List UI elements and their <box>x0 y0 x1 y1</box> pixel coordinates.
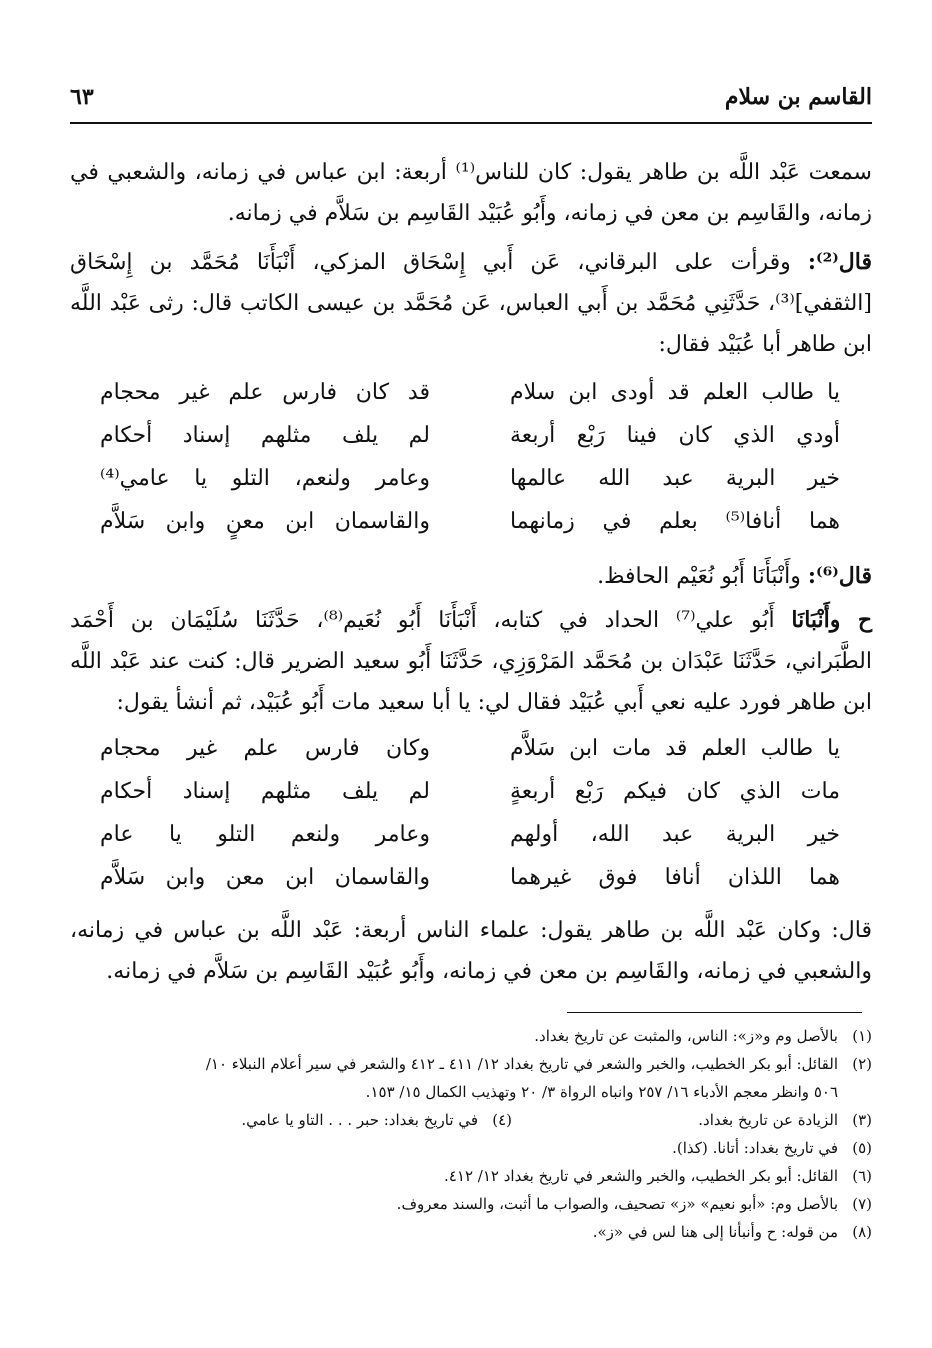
header-rule <box>70 122 872 124</box>
verse-first-half: هما اللذان أنافا فوق غيرهما <box>510 865 840 890</box>
poem-verse <box>100 822 840 865</box>
text-line: ابن طاهر فورد عليه نعي أَبي عُبَيْد فقال لي: يا أبا سعيد مات أَبُو عُبَيْد، ثم أنشأ يقول: <box>116 690 872 715</box>
poem-verse <box>100 423 840 466</box>
text-line <box>70 600 872 641</box>
footnote-number: (١) <box>852 1027 872 1045</box>
footnote-text: في تاريخ بغداد: حبر . . . التاو يا عامي. <box>241 1111 478 1129</box>
text-line: [الثقفي]⁽³⁾، حَدَّثَنِي مُحَمَّد بن أَبي العباس، عَن مُحَمَّد بن عيسى الكاتب قال: رثى عَبْد اللَّه <box>70 291 872 316</box>
paragraph-lead: قال⁽⁶⁾: <box>807 563 872 589</box>
footnote-number: (٢) <box>852 1055 872 1073</box>
footnote-pair <box>70 1106 872 1134</box>
verse-second-half: والقاسمان ابن معن وابن سَلاَّم <box>100 865 430 890</box>
footnote <box>70 1218 872 1246</box>
text-line: الطَّبَراني، حَدَّثَنَا عَبْدَان بن مُحَمَّد المَرْوَزِي، حَدَّثَنَا أَبُو سعيد الضرير قال: كنت عند عَبْد اللَّه <box>70 649 872 674</box>
footnote <box>70 1134 872 1162</box>
text-line <box>70 242 872 283</box>
text-line: زمانه، والقَاسِم بن معن في زمانه، وأَبُو عُبَيْد القَاسِم بن سَلاَّم في زمانه. <box>227 201 872 226</box>
footnote-text: القائل: أبو بكر الخطيب، والخبر والشعر في تاريخ بغداد ١٢/ ٤١٢. <box>444 1167 838 1185</box>
line-text: وقرأت على البرقاني، عَن أَبي إِسْحَاق المزكي، أَنْبَأَنَا مُحَمَّد بن إِسْحَاق <box>70 250 791 275</box>
verse-second-half: والقاسمان ابن معنٍ وابن سَلاَّم <box>100 509 430 534</box>
footnote <box>70 1078 872 1106</box>
poem-verse <box>100 865 840 908</box>
footnotes <box>70 1022 872 1246</box>
paragraph-lead: ح وأَنْبَانَا <box>791 607 873 633</box>
verse-first-half: يا طالب العلم قد مات ابن سَلاَّم <box>510 736 840 761</box>
verse-first-half: مات الذي كان فيكم رَبْع أربعةٍ <box>510 779 840 804</box>
verse-second-half: وكان فارس علم غير محجام <box>100 736 430 761</box>
footnote-number: (٣) <box>852 1111 872 1129</box>
header-title: القاسم بن سلام <box>724 84 872 110</box>
poem-verse <box>100 380 840 423</box>
verse-first-half: خير البرية عبد الله، أولهم <box>510 822 840 847</box>
poem-verse <box>100 466 840 509</box>
poem-1 <box>100 380 840 552</box>
verse-first-half: هما أنافا⁽⁵⁾ بعلم في زمانهما <box>510 509 841 534</box>
poem-2 <box>100 736 840 908</box>
paragraph-3 <box>70 556 872 597</box>
footnote-number: (٧) <box>852 1195 872 1213</box>
verse-first-half: يا طالب العلم قد أودى ابن سلام <box>510 380 840 405</box>
paragraph-1 <box>70 152 872 234</box>
verse-second-half: قد كان فارس علم غير محجام <box>100 380 430 405</box>
footnote-text: من قوله: ح وأنبأنا إلى هنا لس في «ز». <box>592 1223 838 1241</box>
line-text: وأَنْبَأَنَا أَبُو نُعَيْم الحافظ. <box>597 564 801 589</box>
footnote-number: (٥) <box>852 1139 872 1157</box>
footnote <box>512 1106 872 1134</box>
text-line <box>70 556 872 597</box>
text-line: والشعبي في زمانه، والقَاسِم بن معن في زمانه، وأَبُو عُبَيْد القَاسِم بن سَلاَّم في زمانه. <box>106 959 872 984</box>
paragraph-4 <box>70 600 872 723</box>
paragraph-2 <box>70 242 872 365</box>
footnote <box>70 1162 872 1190</box>
verse-first-half: خير البرية عبد الله عالمها <box>510 466 840 491</box>
poem-verse <box>100 779 840 822</box>
running-header <box>70 84 872 118</box>
footnote-number: (٤) <box>492 1111 512 1129</box>
verse-first-half: أودي الذي كان فينا رَبْع أربعة <box>510 423 840 448</box>
poem-verse <box>100 736 840 779</box>
poem-verse <box>100 509 840 552</box>
text-line: قال: وكان عَبْد اللَّه بن طاهر يقول: علماء الناس أربعة: عَبْد اللَّه بن عباس في زمانه، <box>70 918 872 943</box>
footnote-text: ٥٠٦ وانظر معجم الأدباء ١٦/ ٢٥٧ وانباه الرواة ٣/ ٢٠ وتهذيب الكمال ١٥/ ١٥٣. <box>365 1083 838 1101</box>
footnote-rule <box>567 1012 862 1013</box>
footnote-text: بالأصل وم و«ز»: الناس، والمثبت عن تاريخ بغداد. <box>534 1027 838 1045</box>
footnote-text: الزيادة عن تاريخ بغداد. <box>698 1111 838 1129</box>
footnote <box>70 1022 872 1050</box>
text-line: سمعت عَبْد اللَّه بن طاهر يقول: كان للناس⁽¹⁾ أربعة: ابن عباس في زمانه، والشعبي في <box>70 160 872 185</box>
footnote-text: القائل: أبو بكر الخطيب، والخبر والشعر في تاريخ بغداد ١٢/ ٤١١ ـ ٤١٢ والشعر في سير أعلام النبلاء ١٠/ <box>205 1055 838 1073</box>
verse-second-half: لم يلف مثلهم إسناد أحكام <box>100 423 430 448</box>
footnote-text: بالأصل وم: «أبو نعيم» «ز» تصحيف، والصواب ما أثبت، والسند معروف. <box>396 1195 838 1213</box>
text-line: ابن طاهر أبا عُبَيْد فقال: <box>658 332 872 357</box>
page-number: ٦٣ <box>70 84 94 110</box>
line-text: أَبُو علي⁽⁷⁾ الحداد في كتابه، أَنْبَأَنَا أَبُو نُعَيم⁽⁸⁾، حَدَّثَنَا سُلَيْمَان بن أَحْمَد <box>70 608 775 633</box>
footnote-number: (٨) <box>852 1223 872 1241</box>
verse-second-half: وعامر ولنعم، التلو يا عامي⁽⁴⁾ <box>100 466 430 491</box>
footnote <box>70 1106 512 1134</box>
paragraph-5 <box>70 910 872 992</box>
footnote <box>70 1190 872 1218</box>
footnote <box>70 1050 872 1078</box>
footnote-text: في تاريخ بغداد: أتانا. (كذا). <box>672 1139 838 1157</box>
verse-second-half: لم يلف مثلهم إسناد أحكام <box>100 779 430 804</box>
verse-second-half: وعامر ولنعم التلو يا عام <box>100 822 430 847</box>
footnote-number: (٦) <box>852 1167 872 1185</box>
paragraph-lead: قال⁽²⁾: <box>807 249 873 275</box>
